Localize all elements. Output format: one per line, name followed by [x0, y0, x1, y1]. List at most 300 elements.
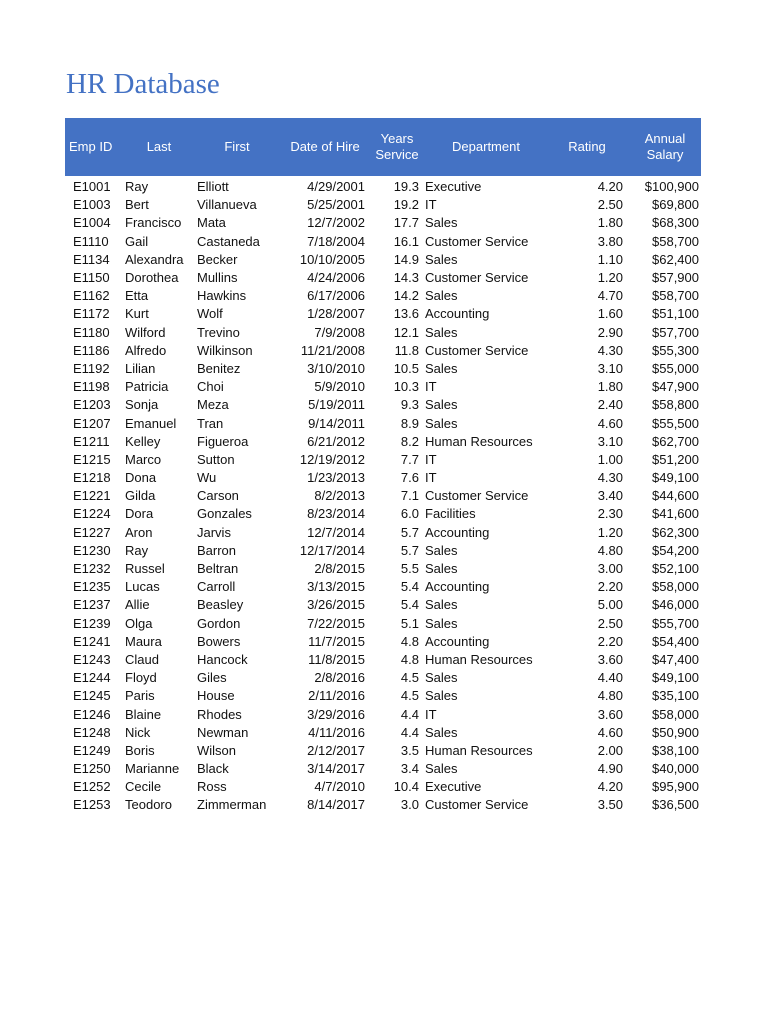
- cell-last-name: Gail: [125, 233, 149, 249]
- cell-annual-salary: $54,200: [652, 542, 699, 558]
- cell-rating: 3.40: [597, 488, 623, 504]
- cell-first-name: Benitez: [197, 360, 241, 376]
- table-row: [65, 669, 701, 687]
- cell-department: Accounting: [425, 579, 490, 595]
- cell-date-of-hire: 11/21/2008: [300, 342, 365, 358]
- cell-emp-id: E1239: [73, 615, 111, 631]
- cell-annual-salary: $36,500: [652, 797, 699, 813]
- cell-date-of-hire: 3/10/2010: [307, 360, 365, 376]
- cell-last-name: Lucas: [125, 579, 160, 595]
- cell-last-name: Ray: [125, 179, 149, 195]
- cell-department: Executive: [425, 779, 482, 795]
- cell-annual-salary: $41,600: [652, 506, 699, 522]
- cell-first-name: Zimmerman: [197, 797, 267, 813]
- cell-years-service: 10.4: [393, 779, 419, 795]
- table-row: [65, 342, 701, 360]
- cell-annual-salary: $62,300: [652, 524, 699, 540]
- cell-annual-salary: $57,900: [652, 270, 699, 286]
- cell-rating: 4.80: [597, 542, 623, 558]
- header-department: Department: [423, 118, 549, 176]
- cell-first-name: Villanueva: [197, 197, 257, 213]
- cell-first-name: Jarvis: [197, 524, 231, 540]
- cell-annual-salary: $44,600: [652, 488, 699, 504]
- cell-date-of-hire: 3/13/2015: [307, 579, 365, 595]
- cell-years-service: 4.4: [400, 724, 419, 740]
- cell-first-name: Gordon: [197, 615, 241, 631]
- cell-annual-salary: $95,900: [652, 779, 699, 795]
- cell-rating: 1.80: [597, 379, 623, 395]
- cell-first-name: Meza: [197, 397, 229, 413]
- header-last: Last: [121, 118, 195, 176]
- cell-annual-salary: $51,100: [652, 306, 699, 322]
- cell-last-name: Cecile: [125, 779, 162, 795]
- cell-date-of-hire: 5/9/2010: [314, 379, 365, 395]
- cell-rating: 1.10: [597, 251, 623, 267]
- cell-department: Customer Service: [425, 797, 529, 813]
- cell-date-of-hire: 5/19/2011: [308, 397, 365, 413]
- cell-years-service: 8.2: [400, 433, 419, 449]
- cell-date-of-hire: 4/7/2010: [314, 779, 365, 795]
- cell-last-name: Dora: [125, 506, 154, 522]
- cell-rating: 5.00: [597, 597, 623, 613]
- cell-emp-id: E1004: [73, 215, 111, 231]
- cell-rating: 1.00: [597, 451, 623, 467]
- cell-years-service: 3.5: [400, 742, 419, 758]
- cell-last-name: Nick: [125, 724, 151, 740]
- cell-first-name: Bowers: [197, 633, 241, 649]
- cell-emp-id: E1253: [73, 797, 111, 813]
- cell-department: Sales: [425, 688, 458, 704]
- cell-department: Sales: [425, 215, 458, 231]
- cell-first-name: Trevino: [197, 324, 240, 340]
- cell-date-of-hire: 11/7/2015: [308, 633, 365, 649]
- cell-rating: 4.70: [597, 288, 623, 304]
- cell-last-name: Boris: [125, 742, 155, 758]
- cell-annual-salary: $58,700: [652, 288, 699, 304]
- cell-department: Customer Service: [425, 270, 529, 286]
- table-row: [65, 796, 701, 814]
- cell-emp-id: E1211: [73, 433, 110, 449]
- cell-last-name: Dona: [125, 470, 157, 486]
- cell-last-name: Bert: [125, 197, 149, 213]
- cell-annual-salary: $58,000: [652, 579, 699, 595]
- cell-department: Sales: [425, 324, 458, 340]
- cell-department: Accounting: [425, 524, 490, 540]
- cell-years-service: 7.6: [400, 470, 419, 486]
- table-row: [65, 251, 701, 269]
- cell-first-name: Wu: [197, 470, 217, 486]
- cell-department: IT: [425, 379, 437, 395]
- cell-rating: 2.20: [597, 633, 623, 649]
- cell-first-name: Choi: [197, 379, 224, 395]
- table-row: [65, 596, 701, 614]
- cell-last-name: Marianne: [125, 761, 180, 777]
- cell-first-name: Sutton: [197, 451, 235, 467]
- cell-rating: 2.50: [597, 197, 623, 213]
- cell-rating: 3.60: [597, 651, 623, 667]
- cell-emp-id: E1232: [73, 561, 111, 577]
- cell-date-of-hire: 2/8/2016: [314, 670, 365, 686]
- cell-years-service: 5.4: [400, 597, 419, 613]
- cell-first-name: Newman: [197, 724, 249, 740]
- cell-emp-id: E1110: [73, 233, 109, 249]
- cell-years-service: 9.3: [400, 397, 419, 413]
- cell-department: IT: [425, 470, 437, 486]
- header-row: [65, 118, 701, 176]
- cell-rating: 3.50: [597, 797, 623, 813]
- cell-emp-id: E1192: [73, 360, 110, 376]
- cell-emp-id: E1207: [73, 415, 111, 431]
- cell-emp-id: E1249: [73, 742, 111, 758]
- cell-last-name: Alexandra: [125, 251, 184, 267]
- cell-department: Sales: [425, 397, 458, 413]
- cell-emp-id: E1248: [73, 724, 111, 740]
- header-annual-salary: Annual Salary: [629, 118, 701, 176]
- cell-last-name: Teodoro: [125, 797, 172, 813]
- cell-years-service: 4.8: [400, 633, 419, 649]
- cell-years-service: 8.9: [400, 415, 419, 431]
- cell-date-of-hire: 7/22/2015: [307, 615, 365, 631]
- cell-emp-id: E1245: [73, 688, 111, 704]
- table-row: [65, 196, 701, 214]
- cell-years-service: 4.8: [400, 651, 419, 667]
- cell-rating: 4.60: [597, 724, 623, 740]
- table-row: [65, 505, 701, 523]
- cell-date-of-hire: 2/8/2015: [314, 561, 365, 577]
- cell-years-service: 19.3: [393, 179, 419, 195]
- cell-years-service: 5.1: [400, 615, 419, 631]
- cell-rating: 1.20: [597, 270, 623, 286]
- table-row: [65, 760, 701, 778]
- cell-date-of-hire: 1/28/2007: [307, 306, 365, 322]
- cell-first-name: Elliott: [197, 179, 229, 195]
- cell-rating: 4.80: [597, 688, 623, 704]
- cell-years-service: 17.7: [393, 215, 419, 231]
- cell-date-of-hire: 8/14/2017: [307, 797, 365, 813]
- header-years-service: Years Service: [371, 118, 423, 176]
- cell-annual-salary: $49,100: [652, 670, 699, 686]
- cell-annual-salary: $55,000: [652, 360, 699, 376]
- cell-first-name: Hancock: [197, 651, 248, 667]
- cell-last-name: Dorothea: [125, 270, 179, 286]
- table-row: [65, 560, 701, 578]
- table-row: [65, 487, 701, 505]
- table-row: [65, 651, 701, 669]
- cell-years-service: 16.1: [393, 233, 419, 249]
- table-body: [65, 176, 701, 815]
- cell-last-name: Wilford: [125, 324, 166, 340]
- cell-department: Accounting: [425, 306, 490, 322]
- table-header: [65, 118, 701, 176]
- cell-emp-id: E1244: [73, 670, 111, 686]
- cell-last-name: Emanuel: [125, 415, 177, 431]
- cell-date-of-hire: 4/29/2001: [307, 179, 365, 195]
- cell-first-name: Carroll: [197, 579, 236, 595]
- table-row: [65, 176, 701, 196]
- cell-date-of-hire: 7/9/2008: [314, 324, 365, 340]
- cell-emp-id: E1221: [73, 488, 111, 504]
- cell-emp-id: E1180: [73, 324, 110, 340]
- cell-date-of-hire: 12/19/2012: [299, 451, 365, 467]
- cell-emp-id: E1215: [73, 451, 111, 467]
- table-row: [65, 433, 701, 451]
- page-title: HR Database: [66, 68, 220, 100]
- table-row: [65, 396, 701, 414]
- cell-department: Sales: [425, 561, 458, 577]
- table-row: [65, 287, 701, 305]
- cell-rating: 4.40: [597, 670, 623, 686]
- cell-rating: 2.30: [597, 506, 623, 522]
- cell-annual-salary: $69,800: [652, 197, 699, 213]
- cell-department: Sales: [425, 670, 458, 686]
- cell-years-service: 10.3: [393, 379, 419, 395]
- cell-last-name: Patricia: [125, 379, 169, 395]
- cell-department: Sales: [425, 415, 458, 431]
- cell-emp-id: E1001: [73, 179, 111, 195]
- cell-first-name: Ross: [197, 779, 227, 795]
- cell-years-service: 14.2: [393, 288, 419, 304]
- cell-date-of-hire: 6/17/2006: [307, 288, 365, 304]
- table-row: [65, 578, 701, 596]
- cell-last-name: Claud: [125, 651, 159, 667]
- cell-date-of-hire: 9/14/2011: [308, 415, 365, 431]
- cell-annual-salary: $58,000: [652, 706, 699, 722]
- table-row: [65, 778, 701, 796]
- cell-years-service: 14.9: [393, 251, 419, 267]
- cell-date-of-hire: 4/24/2006: [307, 270, 365, 286]
- cell-annual-salary: $58,700: [652, 233, 699, 249]
- table-row: [65, 633, 701, 651]
- cell-date-of-hire: 12/17/2014: [299, 542, 365, 558]
- cell-last-name: Sonja: [125, 397, 159, 413]
- cell-years-service: 14.3: [393, 270, 419, 286]
- cell-department: IT: [425, 451, 437, 467]
- cell-annual-salary: $40,000: [652, 761, 699, 777]
- cell-first-name: Gonzales: [197, 506, 252, 522]
- cell-last-name: Gilda: [125, 488, 156, 504]
- cell-emp-id: E1162: [73, 288, 110, 304]
- cell-first-name: Black: [197, 761, 229, 777]
- cell-date-of-hire: 4/11/2016: [308, 724, 365, 740]
- cell-annual-salary: $49,100: [652, 470, 699, 486]
- table-row: [65, 742, 701, 760]
- cell-annual-salary: $47,900: [652, 379, 699, 395]
- cell-annual-salary: $62,700: [652, 433, 699, 449]
- hr-table: [65, 118, 701, 815]
- table-row: [65, 233, 701, 251]
- cell-rating: 4.60: [597, 415, 623, 431]
- table-row: [65, 705, 701, 723]
- cell-department: Customer Service: [425, 488, 529, 504]
- cell-annual-salary: $35,100: [652, 688, 699, 704]
- cell-rating: 4.30: [597, 342, 623, 358]
- cell-date-of-hire: 7/18/2004: [307, 233, 365, 249]
- cell-emp-id: E1218: [73, 470, 111, 486]
- cell-first-name: Wilkinson: [197, 342, 253, 358]
- cell-years-service: 5.4: [400, 579, 419, 595]
- cell-department: IT: [425, 706, 437, 722]
- cell-last-name: Blaine: [125, 706, 162, 722]
- cell-emp-id: E1134: [73, 251, 110, 267]
- table-row: [65, 414, 701, 432]
- cell-last-name: Allie: [125, 597, 150, 613]
- cell-date-of-hire: 10/10/2005: [299, 251, 365, 267]
- cell-years-service: 3.4: [400, 761, 419, 777]
- cell-rating: 3.00: [597, 561, 623, 577]
- cell-department: Sales: [425, 360, 458, 376]
- cell-annual-salary: $58,800: [652, 397, 699, 413]
- cell-department: Customer Service: [425, 233, 529, 249]
- table-row: [65, 615, 701, 633]
- cell-years-service: 7.7: [400, 451, 419, 467]
- cell-department: Human Resources: [425, 433, 533, 449]
- cell-first-name: Giles: [197, 670, 227, 686]
- cell-emp-id: E1227: [73, 524, 111, 540]
- cell-rating: 2.50: [597, 615, 623, 631]
- cell-years-service: 4.4: [400, 706, 419, 722]
- cell-date-of-hire: 5/25/2001: [307, 197, 365, 213]
- cell-annual-salary: $52,100: [652, 561, 699, 577]
- cell-department: Sales: [425, 724, 458, 740]
- cell-last-name: Russel: [125, 561, 165, 577]
- cell-annual-salary: $51,200: [652, 451, 699, 467]
- table-row: [65, 269, 701, 287]
- header-rating: Rating: [549, 118, 629, 176]
- cell-first-name: Tran: [197, 415, 224, 431]
- cell-date-of-hire: 2/11/2016: [308, 688, 365, 704]
- header-date-of-hire: Date of Hire: [279, 118, 371, 176]
- cell-department: Executive: [425, 179, 482, 195]
- cell-last-name: Francisco: [125, 215, 182, 231]
- cell-years-service: 7.1: [400, 488, 419, 504]
- cell-department: IT: [425, 197, 437, 213]
- header-emp-id: Emp ID: [65, 118, 121, 176]
- cell-years-service: 19.2: [393, 197, 419, 213]
- cell-years-service: 5.7: [400, 542, 419, 558]
- cell-date-of-hire: 3/14/2017: [307, 761, 365, 777]
- cell-date-of-hire: 1/23/2013: [307, 470, 365, 486]
- cell-years-service: 6.0: [400, 506, 419, 522]
- cell-last-name: Ray: [125, 542, 149, 558]
- cell-last-name: Olga: [125, 615, 153, 631]
- cell-rating: 3.60: [597, 706, 623, 722]
- cell-rating: 2.20: [597, 579, 623, 595]
- table-row: [65, 360, 701, 378]
- cell-first-name: Beltran: [197, 561, 239, 577]
- cell-first-name: Becker: [197, 251, 238, 267]
- cell-first-name: Rhodes: [197, 706, 242, 722]
- table-row: [65, 324, 701, 342]
- cell-date-of-hire: 6/21/2012: [307, 433, 365, 449]
- cell-date-of-hire: 8/23/2014: [307, 506, 365, 522]
- cell-emp-id: E1230: [73, 542, 111, 558]
- cell-emp-id: E1198: [73, 379, 110, 395]
- cell-annual-salary: $38,100: [652, 742, 699, 758]
- cell-rating: 3.10: [597, 360, 623, 376]
- cell-annual-salary: $55,300: [652, 342, 699, 358]
- cell-years-service: 11.8: [394, 342, 419, 358]
- cell-annual-salary: $50,900: [652, 724, 699, 740]
- cell-first-name: House: [197, 688, 235, 704]
- cell-first-name: Wilson: [197, 742, 237, 758]
- cell-first-name: Mata: [197, 215, 226, 231]
- cell-emp-id: E1203: [73, 397, 111, 413]
- cell-last-name: Kurt: [125, 306, 149, 322]
- cell-annual-salary: $55,700: [652, 615, 699, 631]
- cell-rating: 1.60: [597, 306, 623, 322]
- cell-rating: 2.90: [597, 324, 623, 340]
- cell-annual-salary: $62,400: [652, 251, 699, 267]
- cell-department: Sales: [425, 542, 458, 558]
- cell-annual-salary: $54,400: [652, 633, 699, 649]
- cell-first-name: Barron: [197, 542, 237, 558]
- cell-rating: 4.30: [597, 470, 623, 486]
- cell-department: Human Resources: [425, 651, 533, 667]
- table-row: [65, 687, 701, 705]
- cell-first-name: Carson: [197, 488, 239, 504]
- cell-emp-id: E1241: [73, 633, 111, 649]
- cell-first-name: Castaneda: [197, 233, 260, 249]
- cell-emp-id: E1235: [73, 579, 111, 595]
- cell-emp-id: E1246: [73, 706, 111, 722]
- cell-rating: 1.20: [597, 524, 623, 540]
- cell-emp-id: E1252: [73, 779, 111, 795]
- cell-department: Sales: [425, 615, 458, 631]
- cell-years-service: 10.5: [393, 360, 419, 376]
- cell-annual-salary: $47,400: [652, 651, 699, 667]
- table-row: [65, 214, 701, 232]
- cell-rating: 3.10: [597, 433, 623, 449]
- cell-date-of-hire: 2/12/2017: [307, 742, 365, 758]
- cell-emp-id: E1224: [73, 506, 111, 522]
- cell-years-service: 5.5: [400, 561, 419, 577]
- header-first: First: [195, 118, 279, 176]
- cell-rating: 4.20: [597, 779, 623, 795]
- cell-first-name: Beasley: [197, 597, 244, 613]
- cell-rating: 2.40: [597, 397, 623, 413]
- cell-emp-id: E1243: [73, 651, 111, 667]
- cell-last-name: Lilian: [125, 360, 156, 376]
- table-row: [65, 724, 701, 742]
- cell-annual-salary: $46,000: [652, 597, 699, 613]
- cell-emp-id: E1250: [73, 761, 111, 777]
- table-row: [65, 378, 701, 396]
- cell-first-name: Figueroa: [197, 433, 249, 449]
- cell-date-of-hire: 11/8/2015: [308, 651, 365, 667]
- cell-first-name: Mullins: [197, 270, 238, 286]
- cell-years-service: 5.7: [400, 524, 419, 540]
- cell-years-service: 3.0: [400, 797, 419, 813]
- table-row: [65, 305, 701, 323]
- cell-department: Facilities: [425, 506, 476, 522]
- cell-emp-id: E1172: [73, 306, 110, 322]
- cell-annual-salary: $68,300: [652, 215, 699, 231]
- cell-emp-id: E1150: [73, 270, 110, 286]
- cell-department: Sales: [425, 251, 458, 267]
- cell-rating: 2.00: [597, 742, 623, 758]
- cell-last-name: Paris: [125, 688, 155, 704]
- cell-department: Sales: [425, 761, 458, 777]
- cell-rating: 4.90: [597, 761, 623, 777]
- cell-emp-id: E1003: [73, 197, 111, 213]
- cell-last-name: Aron: [125, 524, 153, 540]
- cell-annual-salary: $55,500: [652, 415, 699, 431]
- cell-date-of-hire: 8/2/2013: [314, 488, 365, 504]
- cell-department: Human Resources: [425, 742, 533, 758]
- cell-years-service: 4.5: [400, 670, 419, 686]
- cell-last-name: Maura: [125, 633, 162, 649]
- cell-years-service: 4.5: [400, 688, 419, 704]
